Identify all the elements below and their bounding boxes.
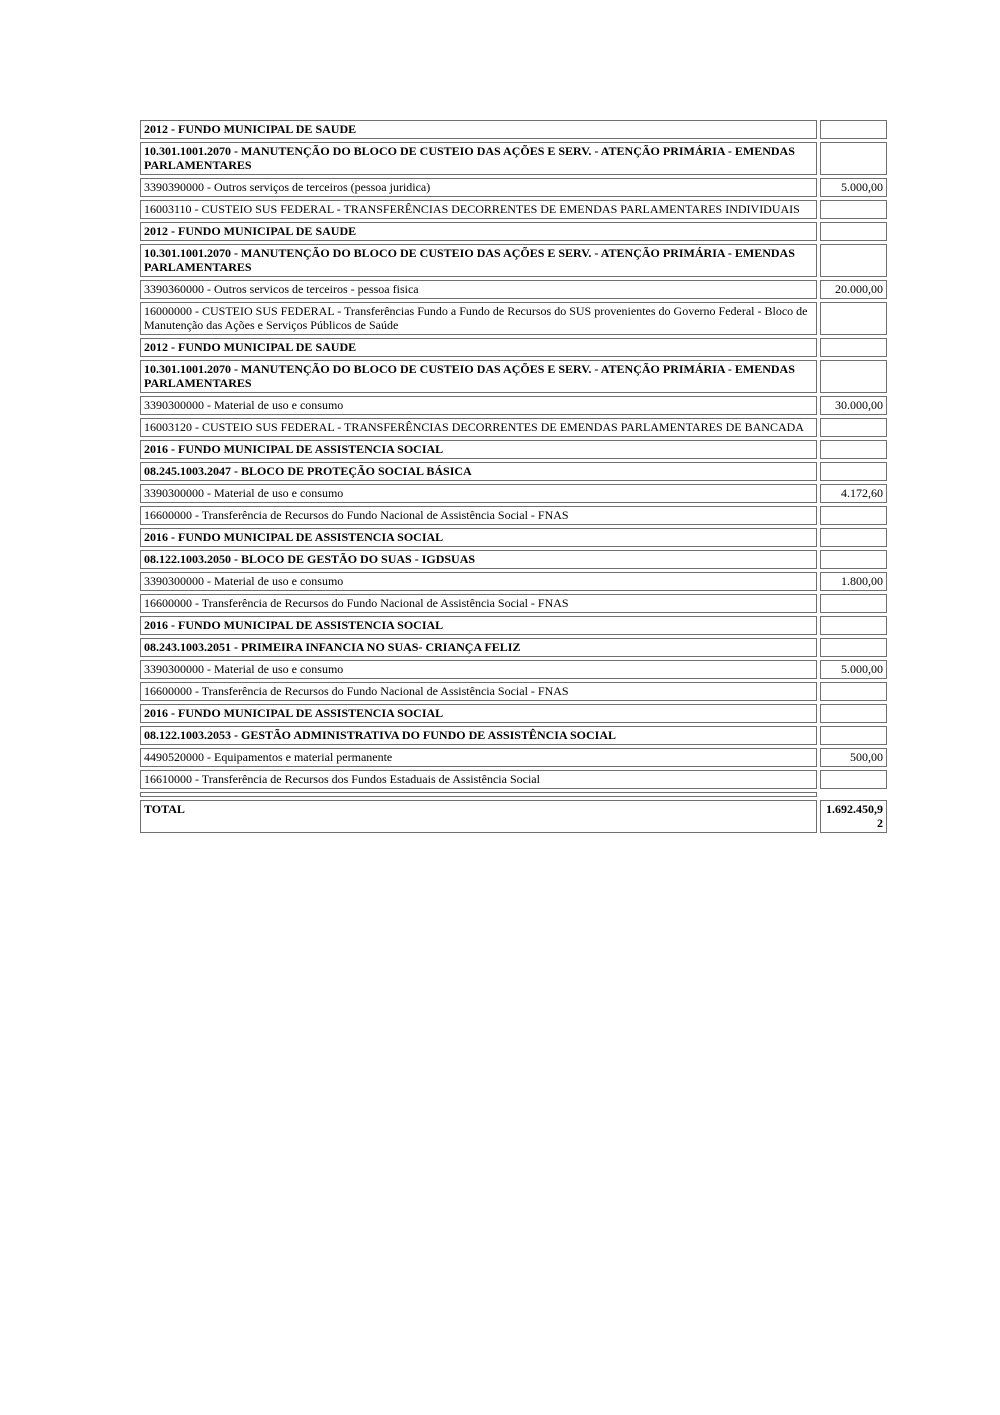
row-description: 3390360000 - Outros servicos de terceiros - pessoa fisica	[140, 280, 817, 299]
item-row	[140, 396, 887, 415]
row-value: 1.692.450,92	[820, 800, 887, 833]
row-description: TOTAL	[140, 800, 817, 833]
row-value	[820, 682, 887, 701]
row-description: 2016 - FUNDO MUNICIPAL DE ASSISTENCIA SOCIAL	[140, 440, 817, 459]
item-row	[140, 280, 887, 299]
row-description: 16610000 - Transferência de Recursos dos Fundos Estaduais de Assistência Social	[140, 770, 817, 789]
item-row	[140, 418, 887, 437]
row-value	[820, 338, 887, 357]
item-row	[140, 200, 887, 219]
row-value	[820, 726, 887, 745]
row-description: 10.301.1001.2070 - MANUTENÇÃO DO BLOCO DE CUSTEIO DAS AÇÕES E SERV. - ATENÇÃO PRIMÁRIA - EMENDAS PARLAMENTARES	[140, 360, 817, 393]
row-description: 3390300000 - Material de uso e consumo	[140, 396, 817, 415]
row-description: 16600000 - Transferência de Recursos do Fundo Nacional de Assistência Social - FNAS	[140, 506, 817, 525]
section-row	[140, 244, 887, 277]
section-row	[140, 120, 887, 139]
section-row	[140, 338, 887, 357]
row-value	[820, 120, 887, 139]
item-row	[140, 484, 887, 503]
budget-table-body	[140, 120, 887, 833]
item-row	[140, 572, 887, 591]
item-row	[140, 178, 887, 197]
section-row	[140, 440, 887, 459]
row-description: 16600000 - Transferência de Recursos do Fundo Nacional de Assistência Social - FNAS	[140, 682, 817, 701]
row-value: 4.172,60	[820, 484, 887, 503]
row-description: 16003110 - CUSTEIO SUS FEDERAL - TRANSFERÊNCIAS DECORRENTES DE EMENDAS PARLAMENTARES INDIVIDUAIS	[140, 200, 817, 219]
row-value	[820, 244, 887, 277]
budget-table	[137, 117, 890, 836]
row-description: 16000000 - CUSTEIO SUS FEDERAL - Transferências Fundo a Fundo de Recursos do SUS provenientes do Governo Federal - Bloco de Manutenção das Ações e Serviços Públicos de Saúde	[140, 302, 817, 335]
section-row	[140, 528, 887, 547]
row-value	[820, 142, 887, 175]
row-value	[820, 616, 887, 635]
row-description: 2016 - FUNDO MUNICIPAL DE ASSISTENCIA SOCIAL	[140, 616, 817, 635]
row-description: 10.301.1001.2070 - MANUTENÇÃO DO BLOCO DE CUSTEIO DAS AÇÕES E SERV. - ATENÇÃO PRIMÁRIA - EMENDAS PARLAMENTARES	[140, 142, 817, 175]
row-value	[820, 418, 887, 437]
section-row	[140, 704, 887, 723]
item-row	[140, 302, 887, 335]
row-value	[820, 506, 887, 525]
item-row	[140, 594, 887, 613]
section-row	[140, 360, 887, 393]
row-value	[820, 792, 887, 797]
row-value	[820, 770, 887, 789]
row-description: 08.245.1003.2047 - BLOCO DE PROTEÇÃO SOCIAL BÁSICA	[140, 462, 817, 481]
row-value: 30.000,00	[820, 396, 887, 415]
row-description: 10.301.1001.2070 - MANUTENÇÃO DO BLOCO DE CUSTEIO DAS AÇÕES E SERV. - ATENÇÃO PRIMÁRIA - EMENDAS PARLAMENTARES	[140, 244, 817, 277]
row-value	[820, 200, 887, 219]
row-value	[820, 550, 887, 569]
row-description: 2012 - FUNDO MUNICIPAL DE SAUDE	[140, 120, 817, 139]
row-description: 2012 - FUNDO MUNICIPAL DE SAUDE	[140, 338, 817, 357]
row-description: 2016 - FUNDO MUNICIPAL DE ASSISTENCIA SOCIAL	[140, 528, 817, 547]
row-description: 08.122.1003.2050 - BLOCO DE GESTÃO DO SUAS - IGDSUAS	[140, 550, 817, 569]
row-value	[820, 462, 887, 481]
row-value	[820, 360, 887, 393]
row-description: 3390300000 - Material de uso e consumo	[140, 660, 817, 679]
row-value: 5.000,00	[820, 660, 887, 679]
section-row	[140, 222, 887, 241]
row-description: 08.243.1003.2051 - PRIMEIRA INFANCIA NO SUAS- CRIANÇA FELIZ	[140, 638, 817, 657]
row-description: 3390300000 - Material de uso e consumo	[140, 572, 817, 591]
row-description: 08.122.1003.2053 - GESTÃO ADMINISTRATIVA DO FUNDO DE ASSISTÊNCIA SOCIAL	[140, 726, 817, 745]
section-row	[140, 142, 887, 175]
row-description: 16003120 - CUSTEIO SUS FEDERAL - TRANSFERÊNCIAS DECORRENTES DE EMENDAS PARLAMENTARES DE BANCADA	[140, 418, 817, 437]
section-row	[140, 638, 887, 657]
section-row	[140, 462, 887, 481]
item-row	[140, 748, 887, 767]
item-row	[140, 770, 887, 789]
row-value	[820, 302, 887, 335]
row-description: 16600000 - Transferência de Recursos do Fundo Nacional de Assistência Social - FNAS	[140, 594, 817, 613]
row-value: 1.800,00	[820, 572, 887, 591]
row-value	[820, 704, 887, 723]
item-row	[140, 660, 887, 679]
row-description: 2016 - FUNDO MUNICIPAL DE ASSISTENCIA SOCIAL	[140, 704, 817, 723]
row-value	[820, 440, 887, 459]
row-description: 4490520000 - Equipamentos e material permanente	[140, 748, 817, 767]
row-description: 2012 - FUNDO MUNICIPAL DE SAUDE	[140, 222, 817, 241]
separator-row	[140, 792, 887, 797]
row-description: 3390390000 - Outros serviços de terceiros (pessoa juridica)	[140, 178, 817, 197]
item-row	[140, 506, 887, 525]
row-value: 500,00	[820, 748, 887, 767]
row-value	[820, 594, 887, 613]
section-row	[140, 616, 887, 635]
row-value: 20.000,00	[820, 280, 887, 299]
row-value	[820, 528, 887, 547]
total-row	[140, 800, 887, 833]
row-value	[820, 638, 887, 657]
row-value	[820, 222, 887, 241]
row-description: 3390300000 - Material de uso e consumo	[140, 484, 817, 503]
section-row	[140, 550, 887, 569]
section-row	[140, 726, 887, 745]
item-row	[140, 682, 887, 701]
row-description	[140, 792, 817, 797]
row-value: 5.000,00	[820, 178, 887, 197]
